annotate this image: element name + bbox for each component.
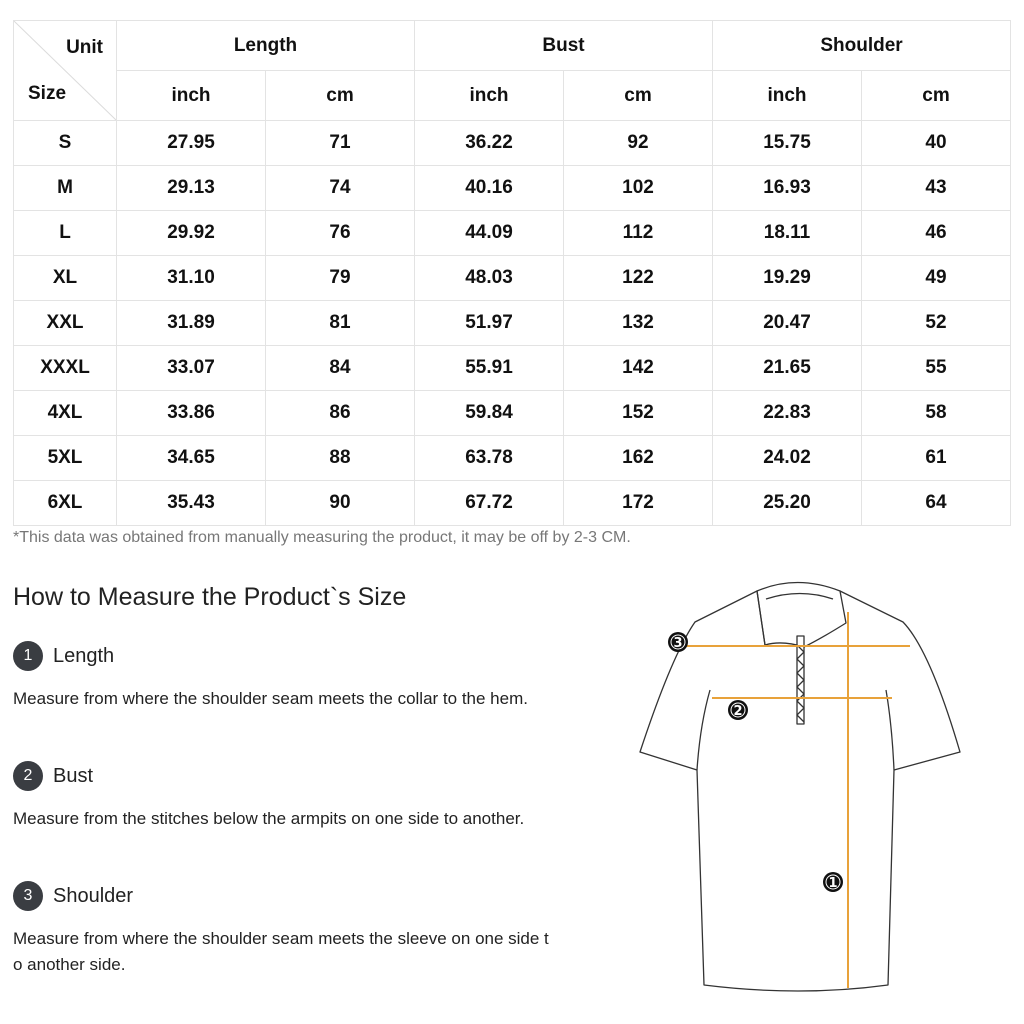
measure-cell: 59.84	[415, 391, 564, 436]
measure-cell: 31.89	[117, 301, 266, 346]
measure-cell: 31.10	[117, 256, 266, 301]
measure-item-length	[13, 641, 114, 671]
measure-item-bust	[13, 761, 93, 791]
size-cell: XXXL	[14, 346, 117, 391]
measure-cell: 33.86	[117, 391, 266, 436]
measure-cell: 92	[564, 121, 713, 166]
measure-item-label: Bust	[53, 764, 94, 787]
measure-cell: 88	[266, 436, 415, 481]
measure-item-description: Measure from the stitches below the armpits on one side to another.	[13, 809, 525, 828]
unit-header: cm	[266, 71, 415, 121]
measure-cell: 172	[564, 481, 713, 526]
measure-cell: 71	[266, 121, 415, 166]
table-row	[14, 436, 1011, 481]
size-cell: 5XL	[14, 436, 117, 481]
unit-header: inch	[117, 71, 266, 121]
polo-shirt-diagram	[630, 570, 970, 1000]
measurement-note: *This data was obtained from manually measuring the product, it may be off by 2-3 CM.	[13, 529, 631, 546]
measure-cell: 44.09	[415, 211, 564, 256]
size-cell: XL	[14, 256, 117, 301]
measure-cell: 162	[564, 436, 713, 481]
measure-cell: 152	[564, 391, 713, 436]
unit-header: cm	[862, 71, 1011, 121]
measure-cell: 36.22	[415, 121, 564, 166]
measure-cell: 122	[564, 256, 713, 301]
polo-shirt-outline	[640, 583, 960, 992]
measure-cell: 63.78	[415, 436, 564, 481]
measure-cell: 24.02	[713, 436, 862, 481]
measure-cell: 74	[266, 166, 415, 211]
measure-cell: 27.95	[117, 121, 266, 166]
table-row	[14, 166, 1011, 211]
header-row-groups	[14, 21, 1011, 71]
table-row	[14, 121, 1011, 166]
table-row	[14, 391, 1011, 436]
measure-cell: 76	[266, 211, 415, 256]
measure-cell: 29.92	[117, 211, 266, 256]
marker-length-number: 1	[828, 876, 838, 891]
measure-item-label: Length	[53, 644, 115, 667]
measure-cell: 102	[564, 166, 713, 211]
measure-cell: 142	[564, 346, 713, 391]
measure-cell: 112	[564, 211, 713, 256]
measure-cell: 48.03	[415, 256, 564, 301]
measure-cell: 20.47	[713, 301, 862, 346]
measure-cell: 81	[266, 301, 415, 346]
measure-cell: 22.83	[713, 391, 862, 436]
measure-item-description: Measure from where the shoulder seam meets the collar to the hem.	[13, 689, 528, 708]
measure-cell: 15.75	[713, 121, 862, 166]
measure-cell: 84	[266, 346, 415, 391]
measure-cell: 25.20	[713, 481, 862, 526]
group-header-shoulder: Shoulder	[713, 21, 1011, 71]
measure-cell: 40	[862, 121, 1011, 166]
measure-cell: 16.93	[713, 166, 862, 211]
corner-unit-label: Unit	[66, 37, 103, 58]
measure-cell: 132	[564, 301, 713, 346]
size-table-body	[14, 121, 1011, 526]
table-row	[14, 346, 1011, 391]
marker-shoulder	[668, 632, 688, 652]
corner-diagonal-line	[14, 21, 116, 120]
measure-cell: 58	[862, 391, 1011, 436]
measure-cell: 52	[862, 301, 1011, 346]
measure-cell: 29.13	[117, 166, 266, 211]
measure-cell: 34.65	[117, 436, 266, 481]
measure-cell: 79	[266, 256, 415, 301]
size-cell: XXL	[14, 301, 117, 346]
number-badge: 2	[13, 761, 43, 791]
measure-cell: 86	[266, 391, 415, 436]
unit-header: inch	[415, 71, 564, 121]
measure-cell: 51.97	[415, 301, 564, 346]
marker-bust-number: 2	[733, 704, 743, 719]
group-header-bust: Bust	[415, 21, 713, 71]
corner-cell	[14, 21, 117, 121]
measure-cell: 55	[862, 346, 1011, 391]
corner-size-label: Size	[28, 83, 67, 104]
measure-item-label: Shoulder	[53, 884, 134, 907]
measure-cell: 67.72	[415, 481, 564, 526]
header-row-units	[14, 71, 1011, 121]
measure-cell: 35.43	[117, 481, 266, 526]
measure-cell: 64	[862, 481, 1011, 526]
measure-cell: 90	[266, 481, 415, 526]
measure-cell: 49	[862, 256, 1011, 301]
size-cell: L	[14, 211, 117, 256]
measure-cell: 40.16	[415, 166, 564, 211]
table-row	[14, 256, 1011, 301]
size-cell: M	[14, 166, 117, 211]
size-chart-table	[13, 20, 1011, 526]
measure-cell: 46	[862, 211, 1011, 256]
marker-shoulder-number: 3	[673, 636, 683, 651]
measure-section-title: How to Measure the Product`s Size	[13, 583, 407, 611]
measure-cell: 33.07	[117, 346, 266, 391]
measure-cell: 18.11	[713, 211, 862, 256]
size-cell: 6XL	[14, 481, 117, 526]
measure-item-shoulder	[13, 881, 133, 911]
table-row	[14, 301, 1011, 346]
unit-header: cm	[564, 71, 713, 121]
number-badge: 3	[13, 881, 43, 911]
table-row	[14, 481, 1011, 526]
measure-cell: 43	[862, 166, 1011, 211]
unit-header: inch	[713, 71, 862, 121]
measure-cell: 55.91	[415, 346, 564, 391]
measure-cell: 21.65	[713, 346, 862, 391]
size-cell: 4XL	[14, 391, 117, 436]
group-header-length: Length	[117, 21, 415, 71]
marker-length	[823, 872, 843, 892]
table-row	[14, 211, 1011, 256]
marker-bust	[728, 700, 748, 720]
number-badge: 1	[13, 641, 43, 671]
measure-item-description: Measure from where the shoulder seam meets the sleeve on one side to another side.	[13, 929, 549, 974]
size-cell: S	[14, 121, 117, 166]
measure-cell: 61	[862, 436, 1011, 481]
measure-cell: 19.29	[713, 256, 862, 301]
